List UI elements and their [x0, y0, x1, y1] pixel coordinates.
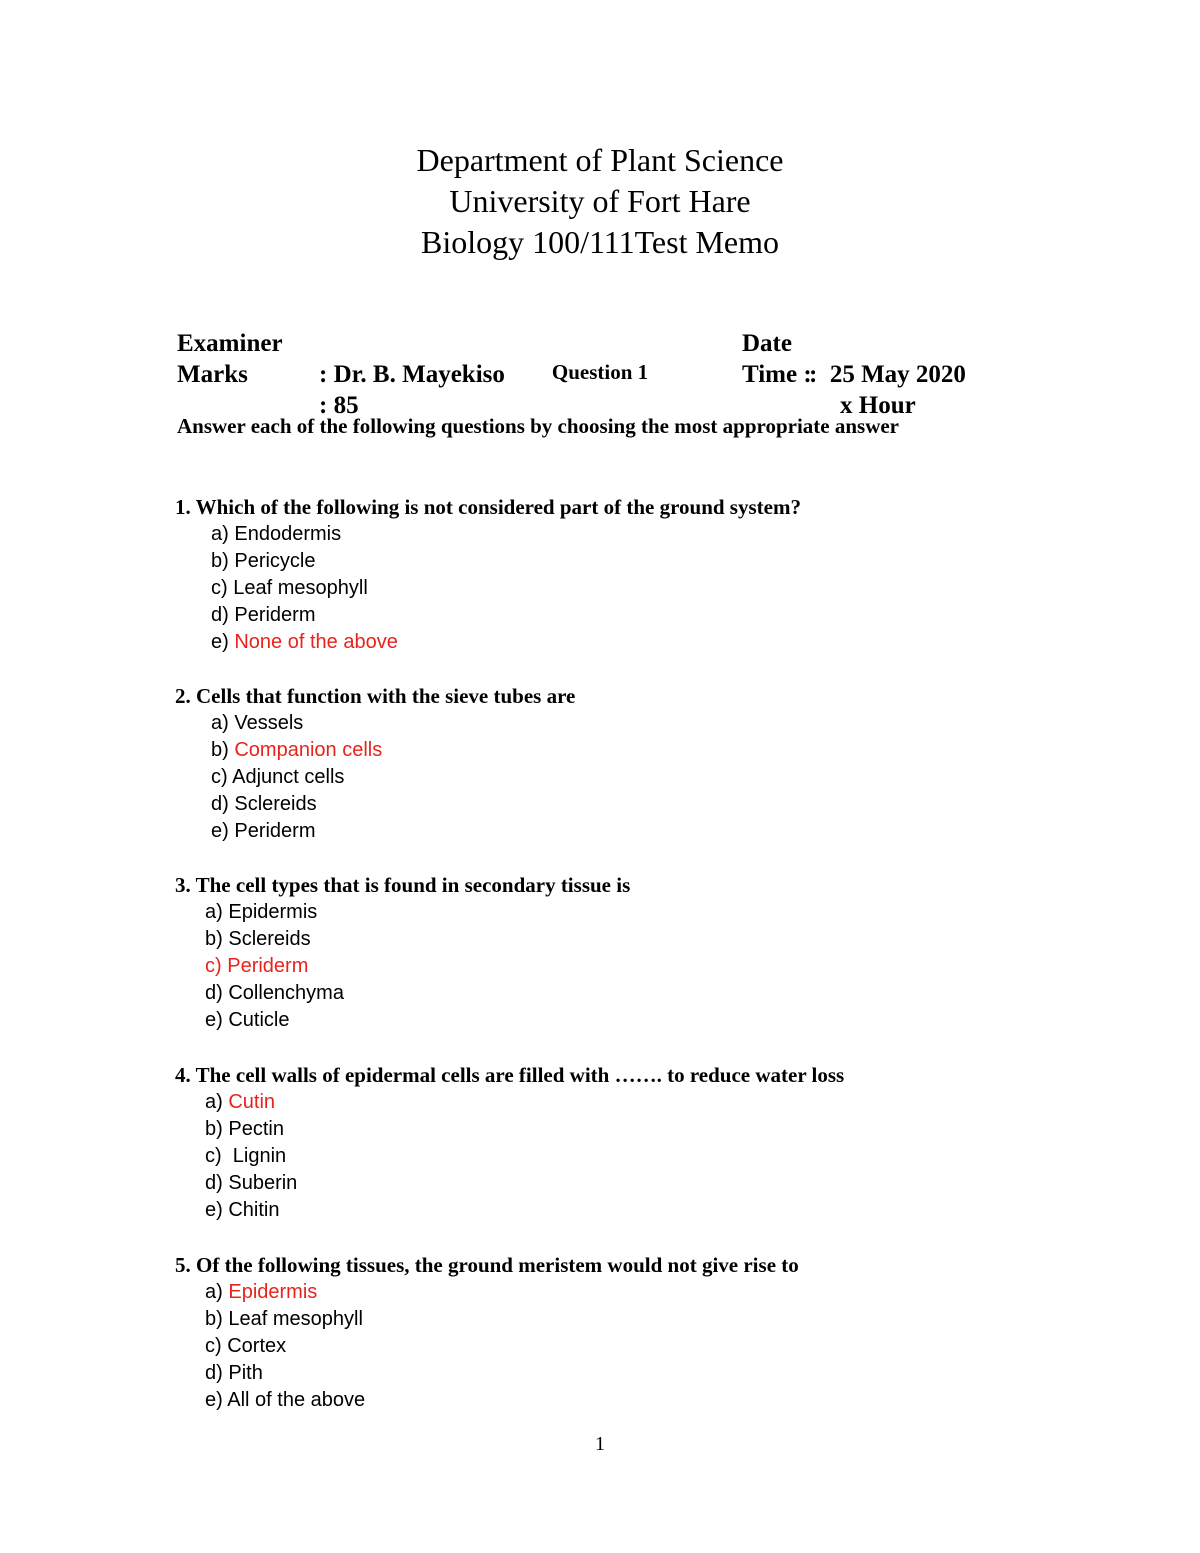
question-text: The cell types that is found in secondary tissue is	[195, 873, 631, 897]
option-letter: a)	[205, 1091, 223, 1113]
option-letter: e)	[205, 1389, 223, 1411]
time-value: x Hour	[840, 392, 916, 419]
option-a	[175, 521, 1075, 548]
option-e-correct-answer	[175, 629, 1075, 656]
option-text: Pectin	[228, 1118, 284, 1140]
option-text: Periderm	[227, 955, 309, 977]
option-letter: c)	[205, 955, 222, 977]
option-text: Lignin	[227, 1145, 287, 1167]
university-title: University of Fort Hare	[449, 183, 751, 219]
option-text: Vessels	[234, 712, 304, 734]
option-a-correct-answer	[175, 1089, 1075, 1116]
option-letter: c)	[211, 577, 228, 599]
option-letter: e)	[205, 1009, 223, 1031]
question-text: Cells that function with the sieve tubes are	[196, 684, 576, 708]
option-d	[175, 1170, 1075, 1197]
page-number: 1	[595, 1433, 605, 1455]
option-text: None of the above	[234, 631, 398, 653]
examiner-value: : Dr. B. Mayekiso	[319, 361, 505, 388]
option-letter: a)	[211, 712, 229, 734]
option-letter: b)	[211, 550, 229, 572]
question-number: 2.	[175, 684, 191, 708]
option-text: Collenchyma	[228, 982, 344, 1004]
department-title: Department of Plant Science	[416, 142, 784, 178]
question-1	[175, 494, 1075, 656]
option-text: Companion cells	[234, 739, 383, 761]
question-number: 3.	[175, 873, 191, 897]
option-e	[175, 1007, 1075, 1034]
option-a-correct-answer	[175, 1279, 1075, 1306]
option-text: Leaf mesophyll	[233, 577, 368, 599]
option-text: Epidermis	[228, 901, 318, 923]
option-letter: b)	[211, 739, 229, 761]
question-stem	[175, 683, 1075, 710]
option-b	[175, 926, 1075, 953]
question-stem	[175, 872, 1075, 899]
option-letter: e)	[211, 820, 229, 842]
option-text: Adjunct cells	[232, 766, 345, 788]
option-text: Pith	[228, 1362, 263, 1384]
question-text: Of the following tissues, the ground meristem would not give rise to	[196, 1253, 799, 1277]
option-text: Sclereids	[228, 928, 311, 950]
option-a	[175, 899, 1075, 926]
question-number: 5.	[175, 1253, 191, 1277]
option-text: All of the above	[227, 1389, 366, 1411]
option-text: Cutin	[228, 1091, 276, 1113]
option-text: Periderm	[234, 820, 316, 842]
question-2	[175, 683, 1075, 845]
option-b-correct-answer	[175, 737, 1075, 764]
option-text: Cuticle	[228, 1009, 290, 1031]
test-title: Biology 100/111Test Memo	[420, 224, 780, 260]
option-d	[175, 791, 1075, 818]
option-c-correct-answer	[175, 953, 1075, 980]
option-d	[175, 602, 1075, 629]
examiner-label: Examiner	[177, 330, 283, 357]
question-text: The cell walls of epidermal cells are filled with ……. to reduce water loss	[195, 1063, 845, 1087]
option-b	[175, 1306, 1075, 1333]
option-text: Pericycle	[234, 550, 316, 572]
date-label: Date	[742, 330, 792, 357]
option-letter: c)	[205, 1145, 222, 1167]
option-letter: c)	[205, 1335, 222, 1357]
option-letter: c)	[211, 766, 228, 788]
option-e	[175, 1387, 1075, 1414]
option-c	[175, 1333, 1075, 1360]
question-5	[175, 1252, 1075, 1414]
option-letter: e)	[205, 1199, 223, 1221]
question-4	[175, 1062, 1075, 1224]
question-number: 4.	[175, 1063, 191, 1087]
question-stem	[175, 1062, 1075, 1089]
question-3	[175, 872, 1075, 1034]
question-text: Which of the following is not considered part of the ground system?	[195, 495, 801, 519]
option-letter: a)	[205, 1281, 223, 1303]
option-c	[175, 1143, 1075, 1170]
option-text: Chitin	[228, 1199, 280, 1221]
option-e	[175, 1197, 1075, 1224]
option-text: Suberin	[228, 1172, 298, 1194]
option-c	[175, 575, 1075, 602]
option-letter: b)	[205, 1308, 223, 1330]
option-b	[175, 1116, 1075, 1143]
marks-label: Marks	[177, 361, 248, 388]
option-a	[175, 710, 1075, 737]
option-text: Sclereids	[234, 793, 317, 815]
option-letter: d)	[211, 604, 229, 626]
section-title: Question 1	[551, 360, 649, 384]
option-d	[175, 980, 1075, 1007]
option-c	[175, 764, 1075, 791]
option-text: Epidermis	[228, 1281, 318, 1303]
option-text: Endodermis	[234, 523, 342, 545]
question-number: 1.	[175, 495, 191, 519]
instructions: Answer each of the following questions by choosing the most appropriate answer	[177, 414, 899, 438]
option-letter: b)	[205, 928, 223, 950]
time-label: Time :	[742, 361, 812, 388]
question-stem	[175, 494, 1075, 521]
question-stem	[175, 1252, 1075, 1279]
option-letter: d)	[205, 1172, 223, 1194]
marks-value: : 85	[319, 392, 359, 419]
option-e	[175, 818, 1075, 845]
option-text: Periderm	[234, 604, 316, 626]
option-letter: a)	[211, 523, 229, 545]
date-value: : 25 May 2020	[809, 361, 966, 388]
option-text: Leaf mesophyll	[228, 1308, 363, 1330]
option-letter: d)	[205, 982, 223, 1004]
option-letter: d)	[205, 1362, 223, 1384]
option-b	[175, 548, 1075, 575]
option-letter: e)	[211, 631, 229, 653]
option-d	[175, 1360, 1075, 1387]
option-letter: d)	[211, 793, 229, 815]
option-text: Cortex	[227, 1335, 287, 1357]
document-header	[0, 140, 1200, 263]
option-letter: a)	[205, 901, 223, 923]
option-letter: b)	[205, 1118, 223, 1140]
